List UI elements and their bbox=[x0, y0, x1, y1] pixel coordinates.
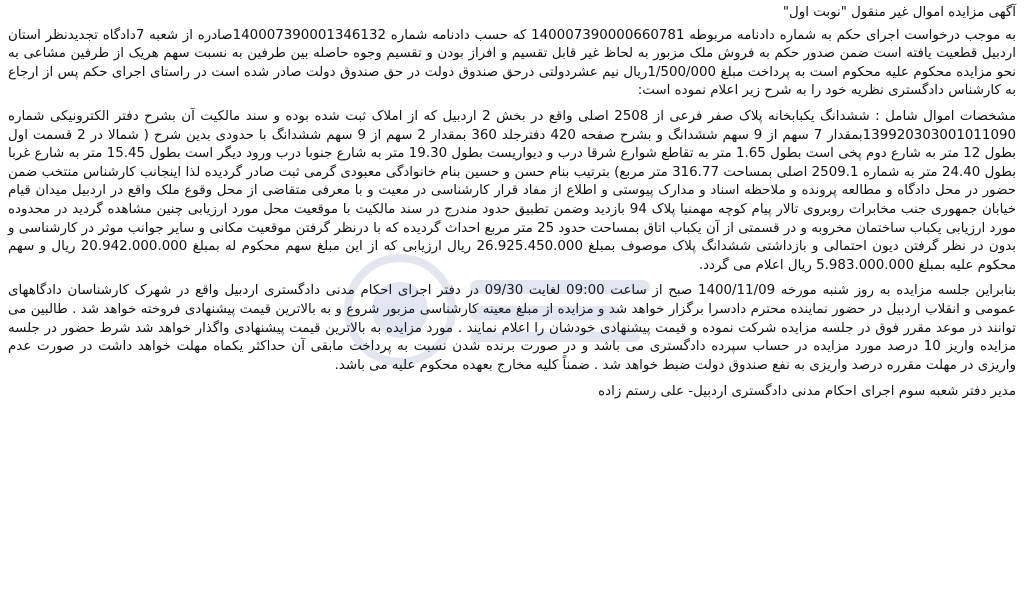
notice-paragraph-property: مشخصات اموال شامل : ششدانگ یکبابخانه پلاک صفر فرعی از 2508 اصلی واقع در بخش 2 اردبیل که از املاک ثبت شده بوده و سند مالکیت آن بشرح دفتر الکترونیکی شماره 139920303001011090بمقدار 7 سهم از 9 سهم ششدانگ و بشرح صفحه 420 دفترجلد 360 بمقدار 2 سهم از 9 سهم ششدانگ با حدودی بدین شرح ( شمالا در 2 قسمت اول بطول 12 متر به شارع دوم پخی است بطول 1.65 متر به تقاطع شوارع شرقا درب و دیواریست بطول 19.30 متر به شارع جنوبا درب ورود دیگر است بطول 15.45 متر به شارع غربا بطول 24.40 متر به شماره 2509.1 اصلی بمساحت 316.77 متر مربع) بترتیب بنام حسن و حسین بنام خانوادگی معبودی گرمی ثبت صادر گردیده لذا اینجانب کارشناس منتخب ضمن حضور در محل دادگاه و مطالعه پرونده و ملاحظه اسناد و مدارک پیوستی و اطلاع از مفاد قرار کارشناسی در معیت و با معرفی متقاضی از محل وقوع ملک واقع در اردبیل میدان قیام خیابان جمهوری جنب مخابرات روبروی تالار پیام کوچه مهمنیا پلاک 94 بازدید وضمن تطبیق حدود مندرج در سند مالکیت با موقعیت محل مورد ارزیابی چنین مشاهده گردید در محدوده مورد ارزیابی یکباب ساختمان مخروبه و در قسمتی از آن یکباب اتاق بمساحت حدود 25 متر مربع احداث گردیده که با درنظر گرفتن موقعیت مکانی و سایر جوانب موثر در کارشناسی و بدون در نظر گرفتن دیون احتمالی و بازداشتی ششدانگ پلاک موصوف بمبلغ 26.925.450.000 ریال ارزیابی که از این مبلغ سهم محکوم له بمبلغ 20.942.000.000 ریال و سهم محکوم علیه بمبلغ 5.983.000.000 ریال اعلام می گردد. bbox=[8, 108, 1017, 273]
notice-title: آگهی مزایده اموال غیر منقول "نوبت اول" bbox=[782, 5, 1016, 20]
notice-signature: مدیر دفتر شعبه سوم اجرای احکام مدنی دادگستری اردبیل- علی رستم زاده bbox=[598, 384, 1016, 400]
notice-paragraph-auction: بنابراین جلسه مزایده به روز شنبه مورخه 1400/11/09 صبح از ساعت 09:00 لغایت 09/30 در دفتر اجرای احکام مدنی دادگستری اردبیل واقع در شهرک کارشناسان دادگاههای عمومی و انقلاب اردبیل در حضور نماینده محترم دادسرا برگزار خواهد شد و مزایده از مبلغ معینه کارشناسی مزبور شروع و به بالاترین قیمت پیشنهادی فروخته خواهد شد . طالبین می توانند در موعد مقرر فوق در جلسه مزایده شرکت نموده و قیمت پیشنهادی خودشان را اعلام نمایند . مورد مزایده به بالاترین قیمت پیشنهادی واگذار خواهد شد شرط حضور در جلسه مزایده واریز 10 درصد مورد مزایده در حساب سپرده دادگستری می باشد و در صورت برنده شدن نسبت به پرداخت مابقی آن حداکثر یکماه مهلت خواهد داشت در صورت عدم واریزی در مهلت مقرره درصد واریزی به نفع صندوق دولت ضبط خواهد شد . ضمناً کلیه مخارج بعهده محکوم علیه می باشد. bbox=[8, 283, 1016, 373]
notice-paragraph-intro: به موجب درخواست اجرای حکم به شماره دادنامه مربوطه 140007390000660781 که حسب دادنامه شماره 140007390001346132صادره از شعبه 7دادگاه تجدیدنظر استان اردبیل قطعیت یافته است ضمن صدور حکم به فروش ملک مزبور به لحاظ غیر قابل تقسیم و افراز بودن و تقسیم وجوه حاصله بین طرفین به نسبت سهم هریک از طرفین مشاعی به نحو مزایده محکوم علیه محکوم است به پرداخت مبلغ 1/500/000ریال نیم عشردولتی درحق صندوق دولت در حق صندوق دولت صادر شده است در راستای اجرای حکم پس از ارجاع به کارشناس دادگستری نظریه خود را به شرح زیر اعلام نموده است: bbox=[8, 27, 1016, 99]
auction-notice bbox=[8, 4, 1016, 402]
